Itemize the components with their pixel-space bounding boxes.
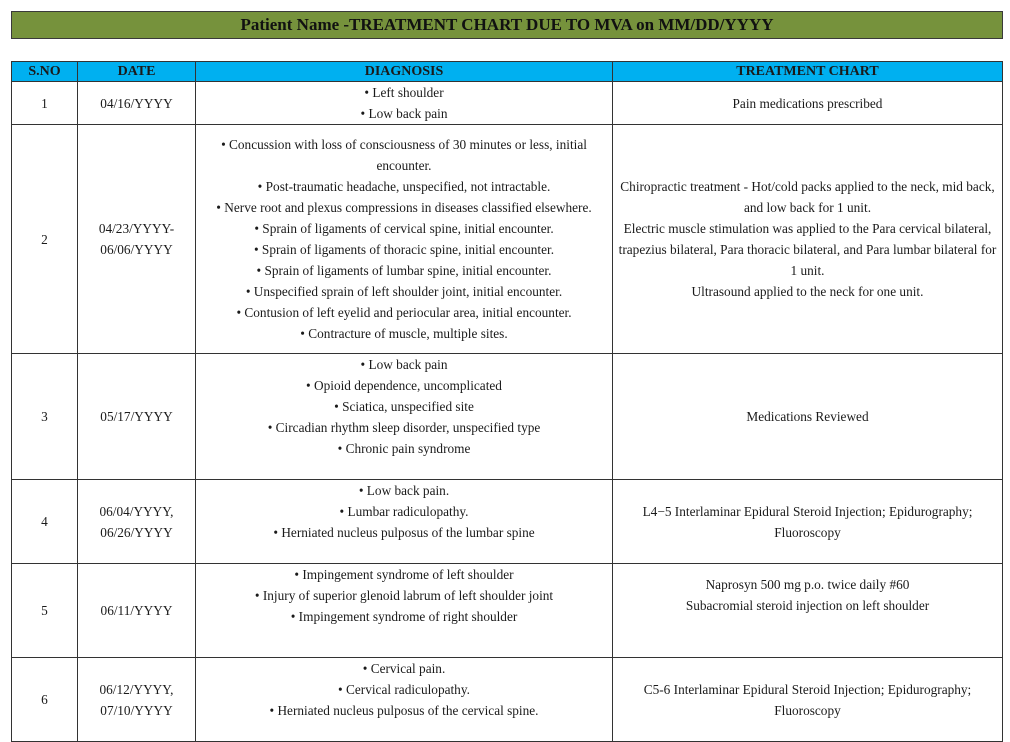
treatment-chart-table (11, 61, 1003, 742)
cell-diagnosis (196, 564, 613, 658)
table-row (12, 658, 1003, 742)
date-line: 04/16/YYYY (100, 95, 173, 111)
diagnosis-item: • Injury of superior glenoid labrum of left shoulder joint (254, 588, 554, 603)
cell-sno: 2 (12, 125, 78, 354)
treatment-item: C5-6 Interlaminar Epidural Steroid Injection; Epidurography; Fluoroscopy (643, 681, 972, 718)
diagnosis-item: • Low back pain (360, 357, 448, 372)
diagnosis-item: • Lumbar radiculopathy. (339, 504, 469, 519)
treatment-item: Subacromial steroid injection on left shoulder (685, 598, 930, 613)
table-row (12, 125, 1003, 354)
diagnosis-item: • Low back pain (360, 106, 448, 121)
diagnosis-item: • Herniated nucleus pulposus of the lumbar spine (273, 525, 535, 540)
date-line: 05/17/YYYY (100, 409, 173, 424)
date-line: 04/23/YYYY- (98, 221, 175, 236)
cell-treatment (613, 564, 1003, 658)
diagnosis-item: • Opioid dependence, uncomplicated (306, 378, 502, 393)
diagnosis-item: • Impingement syndrome of left shoulder (294, 567, 514, 582)
diagnosis-item: • Sprain of ligaments of thoracic spine, initial encounter. (253, 242, 555, 257)
cell-diagnosis (196, 354, 613, 480)
cell-diagnosis (196, 480, 613, 564)
diagnosis-item: • Sprain of ligaments of lumbar spine, initial encounter. (256, 263, 552, 278)
header-sno: S.NO (12, 62, 78, 82)
cell-diagnosis (196, 125, 613, 354)
cell-sno: 3 (12, 354, 78, 480)
cell-sno: 1 (12, 82, 78, 125)
diagnosis-item: • Herniated nucleus pulposus of the cervical spine. (269, 703, 539, 718)
cell-treatment (613, 125, 1003, 354)
table-row (12, 354, 1003, 480)
header-date: DATE (78, 62, 196, 82)
date-line: 06/12/YYYY, (99, 681, 174, 697)
document-title: Patient Name -TREATMENT CHART DUE TO MVA on MM/DD/YYYY (11, 11, 1003, 39)
date-line: 06/11/YYYY (100, 603, 173, 618)
diagnosis-item: • Unspecified sprain of left shoulder joint, initial encounter. (245, 284, 563, 299)
treatment-item: Naprosyn 500 mg p.o. twice daily #60 (705, 577, 910, 592)
date-line: 07/10/YYYY (100, 702, 173, 718)
cell-date (78, 82, 196, 125)
cell-date (78, 564, 196, 658)
table-row (12, 480, 1003, 564)
cell-sno: 5 (12, 564, 78, 658)
diagnosis-item: • Impingement syndrome of right shoulder (290, 609, 518, 624)
diagnosis-item: • Sprain of ligaments of cervical spine, initial encounter. (254, 221, 554, 236)
diagnosis-item: • Circadian rhythm sleep disorder, unspecified type (267, 420, 541, 435)
diagnosis-item: • Low back pain. (358, 483, 450, 498)
header-treatment: TREATMENT CHART (613, 62, 1003, 82)
treatment-item: Ultrasound applied to the neck for one unit. (691, 284, 924, 299)
cell-date (78, 125, 196, 354)
table-row (12, 82, 1003, 125)
cell-treatment (613, 480, 1003, 564)
cell-treatment (613, 354, 1003, 480)
diagnosis-item: • Contracture of muscle, multiple sites. (300, 326, 508, 341)
diagnosis-item: • Cervical radiculopathy. (338, 682, 470, 697)
cell-date (78, 354, 196, 480)
diagnosis-item: • Sciatica, unspecified site (334, 399, 474, 414)
diagnosis-item: • Post-traumatic headache, unspecified, not intractable. (257, 179, 551, 194)
cell-sno: 6 (12, 658, 78, 742)
treatment-item: Pain medications prescribed (732, 95, 883, 111)
header-diagnosis: DIAGNOSIS (196, 62, 613, 82)
treatment-item: Chiropractic treatment - Hot/cold packs applied to the neck, mid back, and low back for 1 unit. (620, 179, 995, 215)
date-line: 06/06/YYYY (100, 242, 173, 257)
diagnosis-item: • Contusion of left eyelid and periocular area, initial encounter. (236, 305, 572, 320)
cell-diagnosis (196, 658, 613, 742)
date-line: 06/26/YYYY (100, 524, 173, 540)
cell-sno: 4 (12, 480, 78, 564)
diagnosis-item: • Cervical pain. (362, 661, 446, 676)
cell-date (78, 658, 196, 742)
table-row (12, 564, 1003, 658)
cell-treatment (613, 82, 1003, 125)
treatment-item: Medications Reviewed (746, 409, 869, 424)
cell-treatment (613, 658, 1003, 742)
treatment-item: L4−5 Interlaminar Epidural Steroid Injection; Epidurography; Fluoroscopy (642, 503, 973, 540)
diagnosis-item: • Nerve root and plexus compressions in diseases classified elsewhere. (216, 200, 592, 215)
table-header-row (12, 62, 1003, 82)
treatment-item: Electric muscle stimulation was applied to the Para cervical bilateral, trapezius bilateral, Para thoracic bilateral, and Para lumbar bilateral for 1 unit. (618, 221, 997, 278)
diagnosis-item: • Left shoulder (364, 85, 444, 100)
date-line: 06/04/YYYY, (99, 503, 174, 519)
cell-date (78, 480, 196, 564)
diagnosis-item: • Concussion with loss of consciousness of 30 minutes or less, initial encounter. (221, 137, 587, 173)
cell-diagnosis (196, 82, 613, 125)
diagnosis-item: • Chronic pain syndrome (337, 441, 471, 456)
